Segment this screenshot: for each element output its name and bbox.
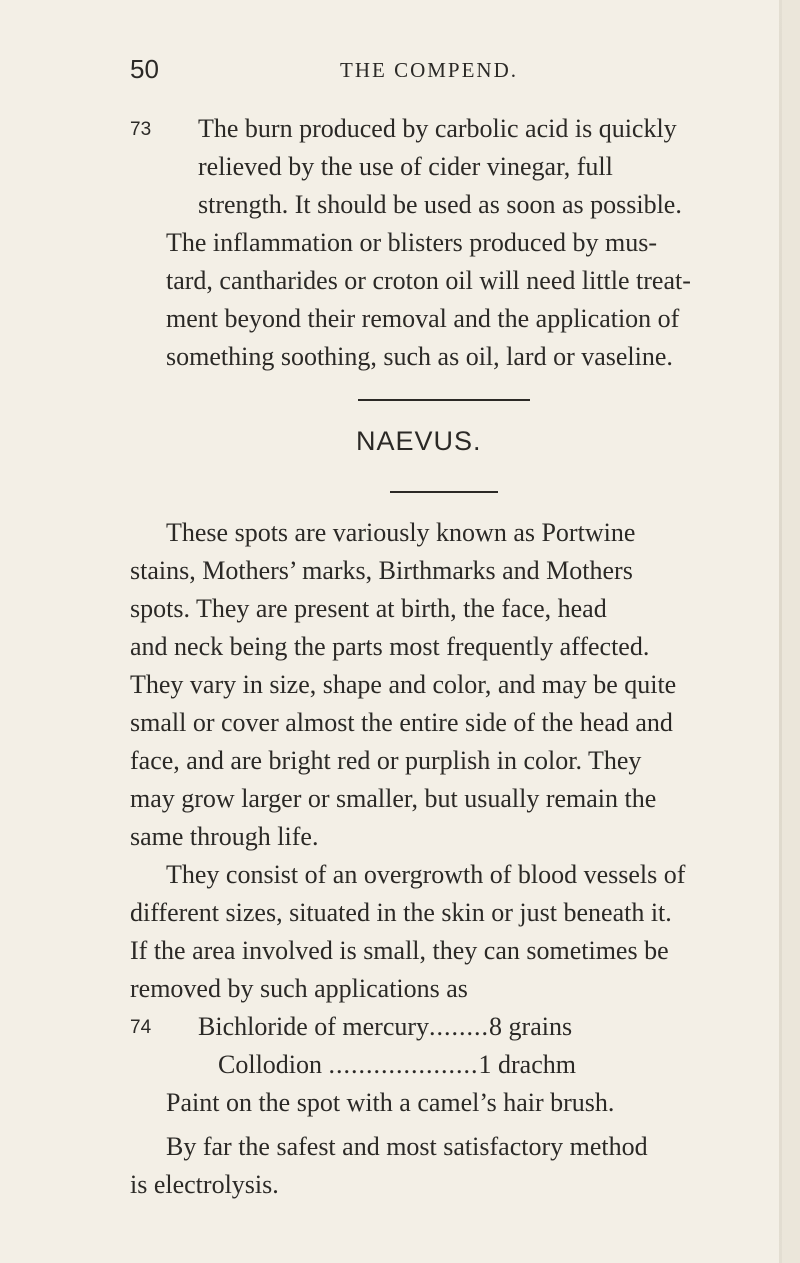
text-line: different sizes, situated in the skin or just beneath it. (130, 898, 672, 927)
text-line: Paint on the spot with a camel’s hair brush. (166, 1088, 615, 1117)
text-line: strength. It should be used as soon as possible. (198, 190, 682, 219)
dot-leader: ........ (429, 1012, 490, 1041)
text-line: tard, cantharides or croton oil will need little treat- (166, 266, 691, 295)
running-head: THE COMPEND. (340, 58, 519, 82)
text-line: The burn produced by carbolic acid is quickly (198, 114, 677, 143)
page-number: 50 (130, 54, 159, 84)
page-gutter-shadow (782, 0, 800, 1263)
ingredient-name: Collodion (218, 1050, 323, 1079)
section-divider-top (358, 399, 530, 401)
text-line: They consist of an overgrowth of blood vessels of (166, 860, 686, 889)
ingredient-name: Bichloride of mercury (198, 1012, 430, 1041)
text-line: face, and are bright red or purplish in color. They (130, 746, 642, 775)
text-line: spots. They are present at birth, the face, head (130, 594, 607, 623)
section-heading: NAEVUS. (356, 426, 482, 456)
text-line: relieved by the use of cider vinegar, full (198, 152, 613, 181)
prescription-row (198, 1012, 572, 1042)
page-edge (779, 0, 782, 1263)
text-line: They vary in size, shape and color, and may be quite (130, 670, 677, 699)
item-number-74: 74 (130, 1017, 152, 1038)
text-line: If the area involved is small, they can sometimes be (130, 936, 669, 965)
ingredient-amount: 1 drachm (478, 1050, 576, 1079)
item-number-73: 73 (130, 119, 152, 140)
page-header (0, 50, 800, 90)
ingredient-amount: 8 grains (489, 1012, 573, 1041)
text-line: removed by such applications as (130, 974, 468, 1003)
dot-leader: .................... (328, 1050, 479, 1079)
section-divider-bottom (390, 491, 498, 493)
text-line: is electrolysis. (130, 1170, 279, 1199)
text-line: same through life. (130, 822, 319, 851)
text-line: and neck being the parts most frequently affected. (130, 632, 650, 661)
prescription-row (218, 1050, 576, 1080)
text-line: These spots are variously known as Portwine (166, 518, 636, 547)
text-line: something soothing, such as oil, lard or vaseline. (166, 342, 673, 371)
text-line: By far the safest and most satisfactory method (166, 1132, 648, 1161)
text-line: stains, Mothers’ marks, Birthmarks and Mothers (130, 556, 633, 585)
text-line: The inflammation or blisters produced by mus- (166, 228, 658, 257)
text-line: may grow larger or smaller, but usually remain the (130, 784, 657, 813)
text-line: small or cover almost the entire side of the head and (130, 708, 673, 737)
text-line: ment beyond their removal and the application of (166, 304, 680, 333)
